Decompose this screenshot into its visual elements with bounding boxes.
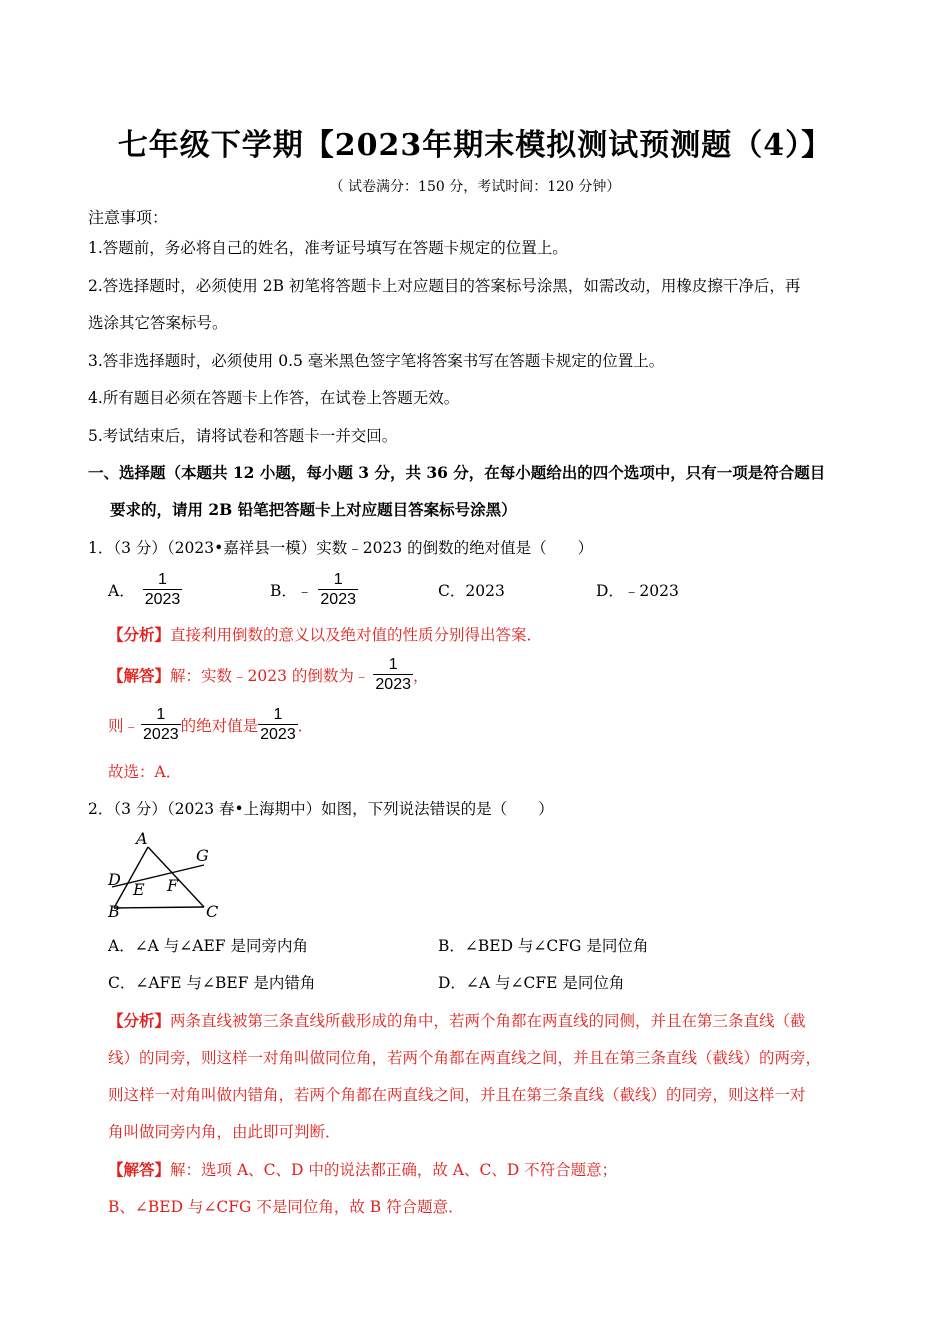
answer-text: 解：实数﹣2023 的倒数为﹣	[170, 667, 370, 685]
section-heading: 一、选择题（本题共 12 小题，每小题 3 分，共 36 分，在每小题给出的四个选项中，只有一项是符合题目	[88, 463, 826, 482]
fraction-numerator: 1	[158, 571, 167, 588]
notice-item: 4.所有题目必须在答题卡上作答，在试卷上答题无效。	[88, 389, 460, 407]
q2-answer	[108, 1158, 617, 1180]
q1-option-d: D．﹣2023	[596, 582, 679, 600]
q1-answer	[108, 654, 429, 696]
question-1-stem: 1．（3 分）（2023•嘉祥县一模）实数﹣2023 的倒数的绝对值是（ ）	[88, 539, 594, 557]
q2-answer-line2: B、∠BED 与∠CFG 不是同位角，故 B 符合题意．	[108, 1198, 464, 1216]
label-f: F	[167, 876, 179, 895]
section-heading-cont: 要求的，请用 2B 铅笔把答题卡上对应题目答案标号涂黑）	[110, 500, 517, 519]
label-e: E	[133, 880, 145, 899]
fraction-numerator: 1	[156, 706, 166, 723]
q1-analysis	[108, 623, 542, 645]
notice-item: 选涂其它答案标号。	[88, 314, 228, 332]
q1-answer-line2	[108, 704, 313, 746]
answer-tag: 【解答】	[108, 1160, 171, 1179]
fraction-denominator: 2023	[143, 726, 179, 743]
question-2-stem: 2．（3 分）（2023 春•上海期中）如图，下列说法错误的是（ ）	[88, 800, 554, 818]
analysis-text: 两条直线被第三条直线所截形成的角中，若两个角都在两直线的同侧，并且在第三条直线（截	[170, 1012, 806, 1030]
label-d: D	[108, 870, 121, 889]
notice-item: 3.答非选择题时，必须使用 0.5 毫米黑色签字笔将答案书写在答题卡规定的位置上。	[88, 352, 665, 370]
label-g: G	[196, 846, 209, 865]
q2-analysis-line: 线）的同旁，则这样一对角叫做同位角，若两个角都在两直线之间，并且在第三条直线（截线）的两旁，	[108, 1049, 822, 1067]
fraction-numerator: 1	[388, 656, 398, 673]
q2-option-d: D．∠A 与∠CFE 是同位角	[438, 974, 625, 992]
triangle-figure	[100, 825, 230, 920]
analysis-tag: 【分析】	[108, 1011, 171, 1030]
notice-item: 5.考试结束后，请将试卷和答题卡一并交回。	[88, 427, 398, 445]
fraction	[373, 656, 413, 694]
q1-option-c: C．2023	[438, 582, 505, 600]
q2-option-b: B．∠BED 与∠CFG 是同位角	[438, 937, 649, 955]
answer-text: 解：选项 A、C、D 中的说法都正确，故 A、C、D 不符合题意；	[170, 1161, 618, 1179]
answer-text: 则﹣	[108, 717, 140, 735]
option-label: A．	[108, 582, 135, 600]
fraction-denominator: 2023	[320, 591, 356, 608]
page-title: 七年级下学期【2023年期末模拟测试预测题（4）】	[117, 128, 833, 163]
label-a: A	[136, 829, 148, 848]
q2-analysis	[108, 1009, 806, 1031]
fraction-numerator: 1	[273, 706, 283, 723]
analysis-text: 直接利用倒数的意义以及绝对值的性质分别得出答案．	[170, 626, 543, 644]
q2-option-a: A．∠A 与∠AEF 是同旁内角	[108, 937, 308, 955]
answer-punct: ，	[412, 667, 429, 685]
fraction	[141, 706, 181, 744]
answer-text: 的绝对值是	[180, 717, 259, 735]
fraction	[318, 571, 358, 609]
analysis-tag: 【分析】	[108, 625, 171, 644]
q1-option-a	[108, 565, 182, 615]
q2-option-c: C．∠AFE 与∠BEF 是内错角	[108, 974, 316, 992]
fraction-numerator: 1	[333, 571, 343, 588]
exam-info: （ 试卷满分：150 分，考试时间：120 分钟）	[329, 179, 621, 195]
q2-analysis-line: 角叫做同旁内角，由此即可判断．	[108, 1123, 341, 1141]
line-dg	[112, 865, 204, 887]
fraction-denominator: 2023	[375, 676, 411, 693]
fraction-denominator: 2023	[260, 726, 296, 743]
answer-punct: ．	[297, 717, 314, 735]
q1-choice: 故选：A．	[108, 763, 182, 781]
fraction	[258, 706, 298, 744]
notice-item: 1.答题前，务必将自己的姓名，准考证号填写在答题卡规定的位置上。	[88, 239, 568, 257]
notice-heading: 注意事项：	[88, 208, 169, 227]
fraction-denominator: 2023	[144, 591, 181, 608]
answer-tag: 【解答】	[108, 666, 171, 685]
q2-analysis-line: 则这样一对角叫做内错角，若两个角都在两直线之间，并且在第三条直线（截线）的同旁，则这样一对	[108, 1086, 806, 1104]
fraction	[143, 571, 183, 609]
label-c: C	[206, 902, 219, 920]
q1-option-b	[270, 565, 358, 615]
segment-bc	[114, 907, 204, 908]
notice-item: 2.答选择题时，必须使用 2B 初笔将答题卡上对应题目的答案标号涂黑，如需改动，用橡皮擦干净后，再	[88, 277, 801, 295]
label-b: B	[108, 902, 120, 920]
option-label: B．﹣	[270, 582, 313, 600]
